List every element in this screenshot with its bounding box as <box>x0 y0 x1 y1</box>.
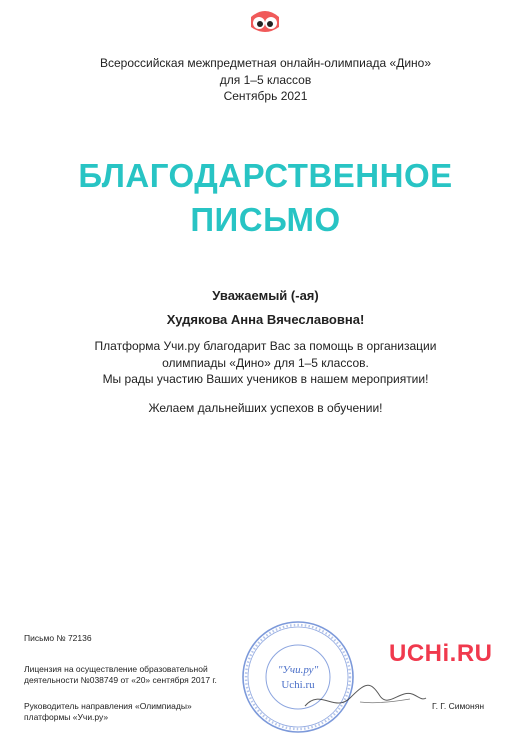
page-title <box>0 154 531 242</box>
header-line-2: для 1–5 классов <box>219 72 312 87</box>
body-line-2: олимпиады «Дино» для 1–5 классов. <box>162 355 369 370</box>
body-line-1: Платформа Учи.ру благодарит Вас за помощь в организации <box>94 339 437 353</box>
wish-line: Желаем дальнейших успехов в обучении! <box>148 401 383 415</box>
greeting <box>0 284 531 332</box>
recipient-name: Худякова Анна Вячеславовна! <box>166 312 365 327</box>
license-line-1: Лицензия на осуществление образовательной <box>24 664 208 674</box>
letter-number: Письмо № 72136 <box>24 633 92 643</box>
uchi-ru-logo: UCHi.RU <box>389 640 493 667</box>
body-line-3: Мы рады участию Ваших учеников в нашем мероприятии! <box>102 372 429 386</box>
letter-body <box>0 338 531 388</box>
header-line-3: Сентябрь 2021 <box>223 89 308 103</box>
stamp-bottom-text: Uchi.ru <box>281 679 315 691</box>
signer-name: Г. Г. Симонян <box>432 701 485 711</box>
dino-eyes-logo-icon <box>248 7 282 35</box>
license-line-2: деятельности №038749 от «20» сентября 2017 г. <box>24 675 217 685</box>
role-line-1: Руководитель направления «Олимпиады» <box>24 701 192 711</box>
header-line-1: Всероссийская межпредметная онлайн-олимпиада «Дино» <box>99 56 432 70</box>
title-line-1: БЛАГОДАРСТВЕННОЕ <box>78 157 453 194</box>
signer-role <box>24 701 234 723</box>
stamp-top-text: "Учи.ру" <box>277 664 319 676</box>
title-line-2: ПИСЬМО <box>190 201 341 238</box>
license-info <box>24 664 234 686</box>
salutation: Уважаемый (-ая) <box>212 288 319 303</box>
olympiad-header <box>0 55 531 105</box>
role-line-2: платформы «Учи.ру» <box>24 712 109 722</box>
handwritten-signature <box>300 668 430 718</box>
